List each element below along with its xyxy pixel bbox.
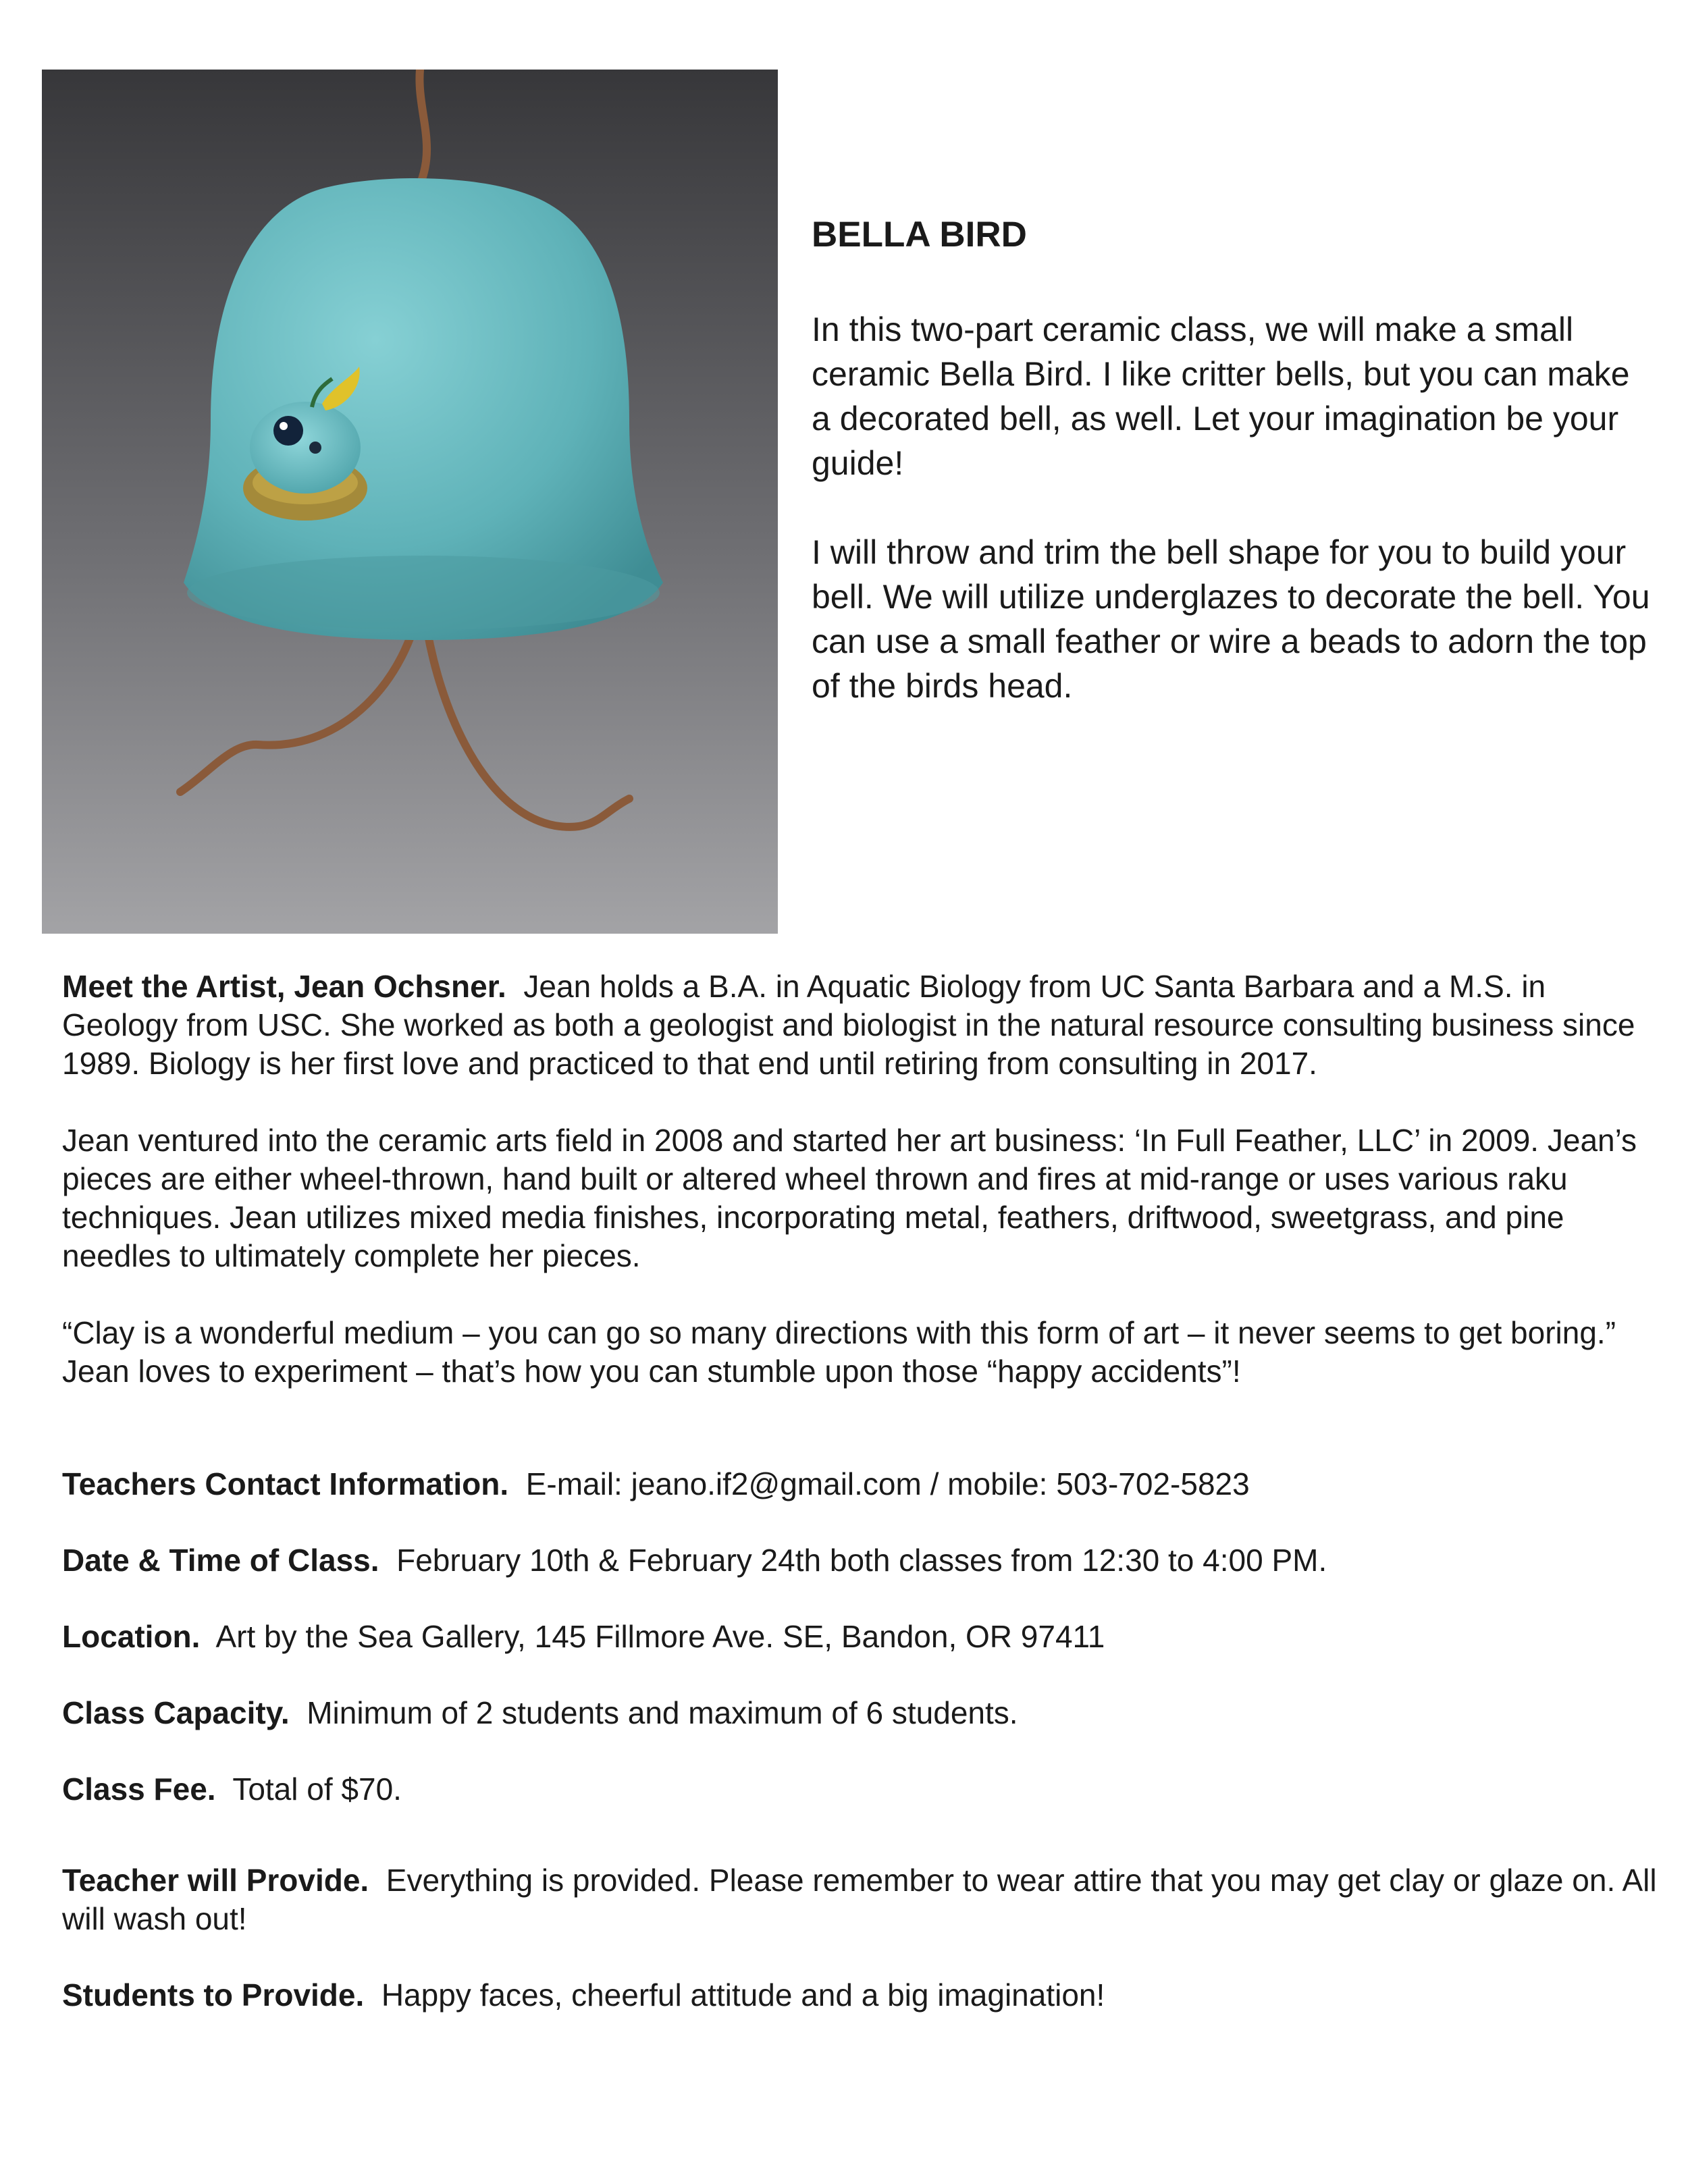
detail-value: Minimum of 2 students and maximum of 6 students. xyxy=(307,1695,1018,1730)
bird-body xyxy=(250,402,361,494)
detail-value: Everything is provided. Please remember to wear attire that you may get clay or glaze on. All will wash out! xyxy=(62,1863,1657,1936)
bio-heading: Meet the Artist, Jean Ochsner. xyxy=(62,969,506,1004)
bird-eye-highlight xyxy=(280,422,288,430)
intro-paragraph-1: In this two-part ceramic class, we will make a small ceramic Bella Bird. I like critter bells, but you can make a decorated bell, as well. Let your imagination be your guide! xyxy=(812,311,1630,482)
bird-eye-icon xyxy=(273,416,303,446)
bio-paragraph-2: Jean ventured into the ceramic arts field in 2008 and started her art business: ‘In Full Feather, LLC’ in 2009. Jean’s pieces are either wheel-thrown, hand built or altered wheel thrown and fires at mid-range or uses various raku techniques. Jean utilizes mixed media finishes, incorporating metal, feathers, driftwood, sweetgrass, and pine needles to ultimately complete her pieces. xyxy=(62,1123,1637,1273)
detail-capacity xyxy=(62,1694,1669,1732)
artist-bio xyxy=(62,967,1669,1429)
ceramic-bell-photo xyxy=(42,70,778,934)
detail-label: Teacher will Provide. xyxy=(62,1863,369,1898)
detail-label: Location. xyxy=(62,1619,201,1654)
class-intro xyxy=(812,213,1656,753)
detail-location xyxy=(62,1618,1669,1656)
bio-paragraph-1-text: Jean holds a B.A. in Aquatic Biology from UC Santa Barbara and a M.S. in Geology from USC. She worked as both a geologist and biologist in the natural resource consulting business since 1989. Biology is her first love and practiced to that end until retiring from consulting in 2017. xyxy=(62,969,1635,1081)
bell-illustration xyxy=(42,70,778,934)
bird-beak-icon xyxy=(309,442,321,454)
detail-fee xyxy=(62,1770,1669,1809)
bio-paragraph-3: “Clay is a wonderful medium – you can go so many directions with this form of art – it never seems to get boring.” Jean loves to experiment – that’s how you can stumble upon those “happy accidents”! xyxy=(62,1315,1616,1389)
detail-value: E-mail: jeano.if2@gmail.com / mobile: 503-702-5823 xyxy=(525,1466,1250,1501)
detail-value: Happy faces, cheerful attitude and a big imagination! xyxy=(381,1977,1105,2013)
detail-label: Class Capacity. xyxy=(62,1695,290,1730)
detail-value: Art by the Sea Gallery, 145 Fillmore Ave. SE, Bandon, OR 97411 xyxy=(215,1619,1105,1654)
class-details xyxy=(62,1465,1669,2015)
detail-label: Students to Provide. xyxy=(62,1977,365,2013)
intro-paragraph-2: I will throw and trim the bell shape for you to build your bell. We will utilize underglazes to decorate the bell. You can use a small feather or wire a beads to adorn the top of the birds head. xyxy=(812,533,1650,705)
detail-label: Teachers Contact Information. xyxy=(62,1466,509,1501)
detail-contact xyxy=(62,1465,1669,1503)
detail-students-provide xyxy=(62,1976,1669,2015)
detail-label: Date & Time of Class. xyxy=(62,1543,379,1578)
bell-rim xyxy=(187,556,660,630)
detail-value: Total of $70. xyxy=(232,1772,402,1807)
detail-teacher-provides xyxy=(62,1861,1669,1938)
detail-date-time xyxy=(62,1541,1669,1580)
bio-paragraph-1 xyxy=(62,967,1669,1083)
detail-label: Class Fee. xyxy=(62,1772,216,1807)
class-title: BELLA BIRD xyxy=(812,215,1027,255)
detail-value: February 10th & February 24th both classes from 12:30 to 4:00 PM. xyxy=(396,1543,1327,1578)
